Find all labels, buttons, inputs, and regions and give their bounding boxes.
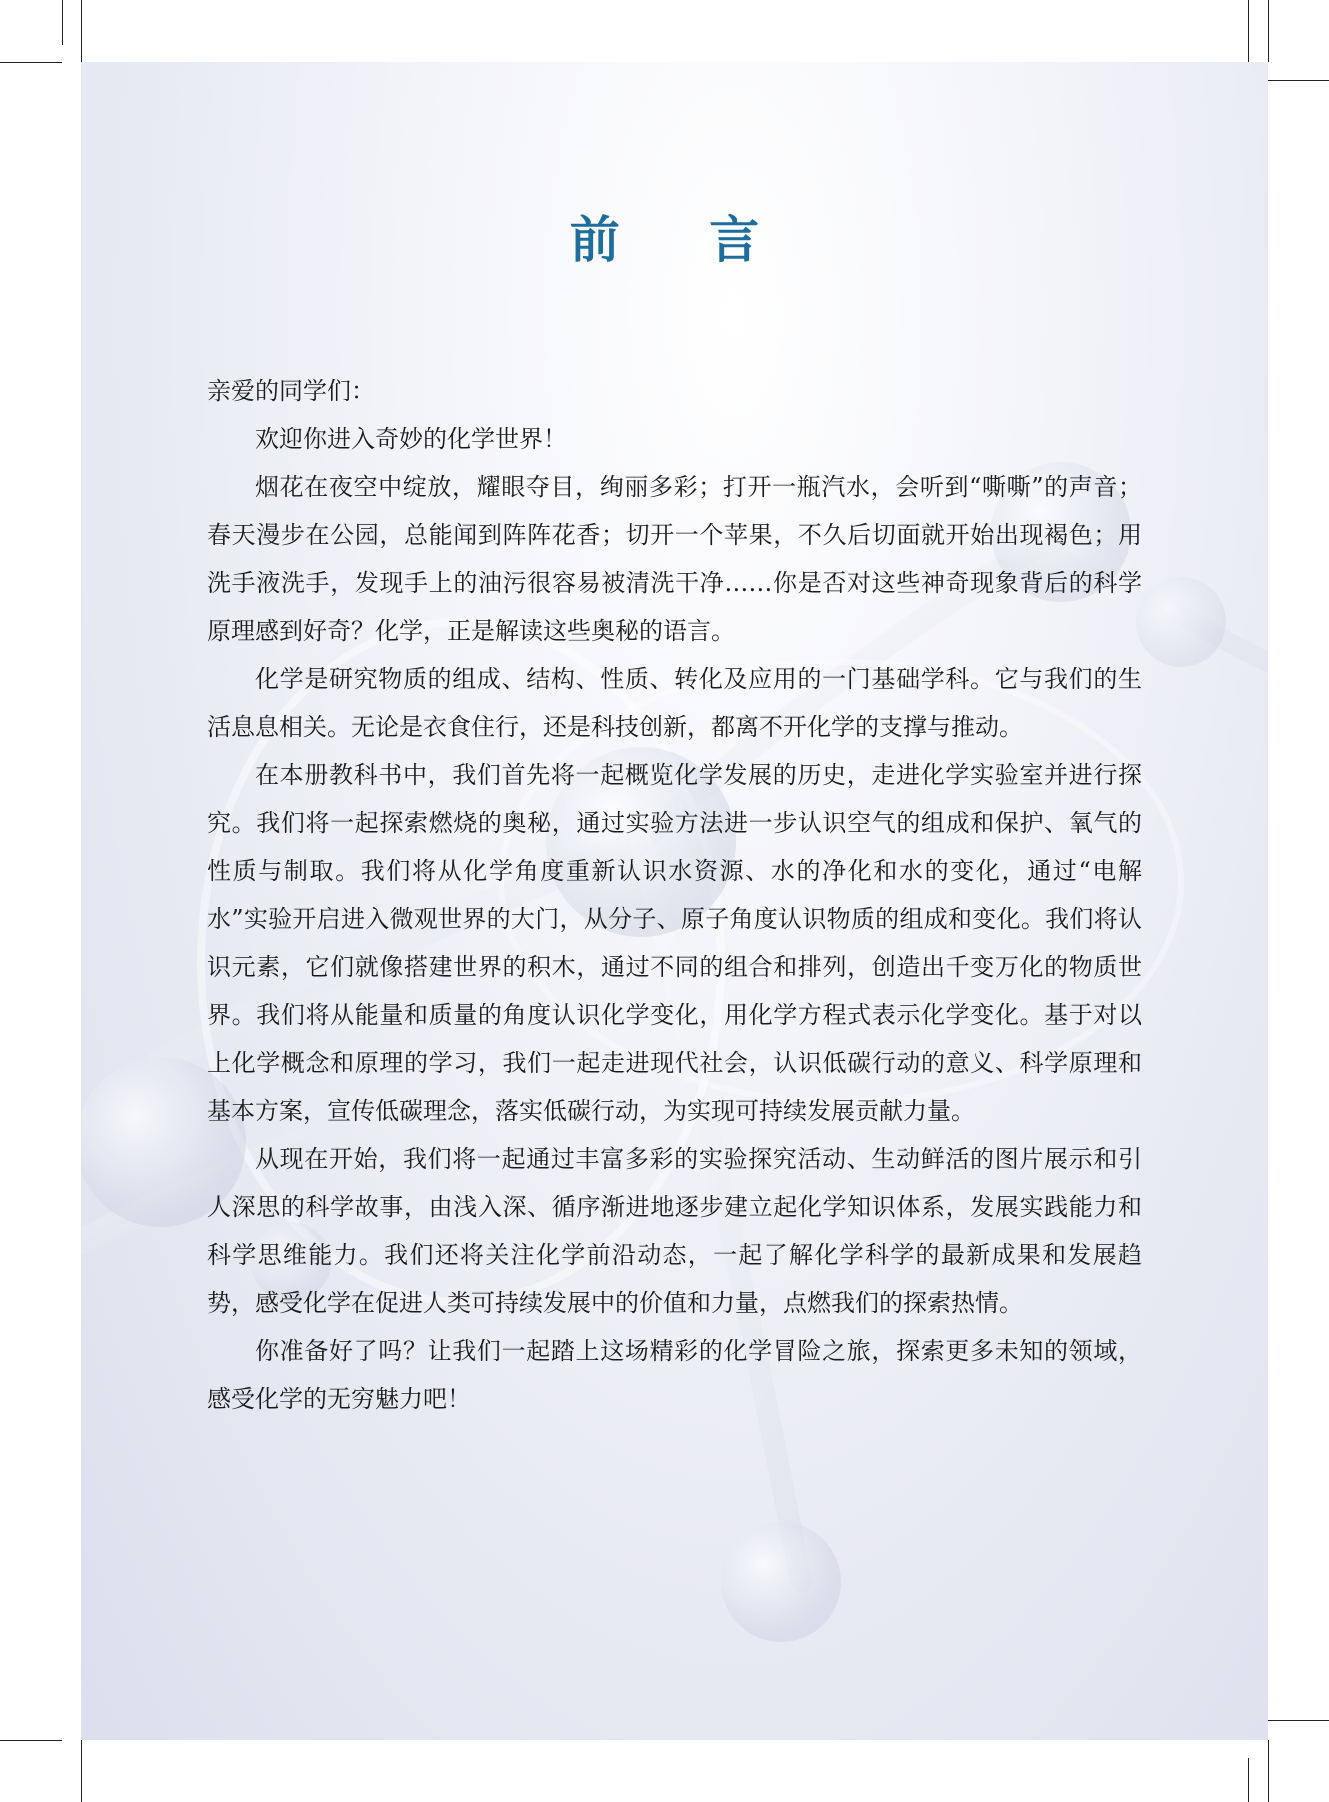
paragraph: 你准备好了吗？让我们一起踏上这场精彩的化学冒险之旅，探索更多未知的领域，感受化学的无穷魅力吧！ [207,1337,1142,1413]
crop-mark-tr-h [1268,80,1329,81]
paragraph: 欢迎你进入奇妙的化学世界！ [255,425,567,453]
crop-mark-br-v [1268,1740,1269,1802]
crop-mark-tr-v2 [1248,0,1249,62]
crop-mark-tr-v [1268,0,1269,62]
crop-mark-bl-v [81,1740,82,1802]
paragraph: 从现在开始，我们将一起通过丰富多彩的实验探究活动、生动鲜活的图片展示和引人深思的科学故事，由浅入深、循序渐进地逐步建立起化学知识体系，发展实践能力和科学思维能力。我们还将关注化学前沿动态，一起了解化学科学的最新成果和发展趋势，感受化学在促进人类可持续发展中的价值和力量，点燃我们的探索热情。 [207,1145,1142,1317]
page-title: 前 言 [569,211,796,269]
crop-mark-tl-v [81,0,82,62]
preface-body [207,367,1142,1423]
paragraph: 烟花在夜空中绽放，耀眼夺目，绚丽多彩；打开一瓶汽水，会听到“嘶嘶”的声音；春天漫步在公园，总能闻到阵阵花香；切开一个苹果，不久后切面就开始出现褐色；用洗手液洗手，发现手上的油污很容易被清洗干净……你是否对这些神奇现象背后的科学原理感到好奇？化学，正是解读这些奥秘的语言。 [207,473,1142,645]
crop-mark-br-v2 [1248,1758,1249,1802]
paragraph: 化学是研究物质的组成、结构、性质、转化及应用的一门基础学科。它与我们的生活息息相关。无论是衣食住行，还是科技创新，都离不开化学的支撑与推动。 [207,665,1142,741]
crop-mark-tl-h [0,62,62,63]
crop-mark-br-h [1268,1720,1329,1721]
crop-mark-tl-v2 [62,0,63,45]
salutation: 亲爱的同学们： [207,377,375,405]
paragraph: 在本册教科书中，我们首先将一起概览化学发展的历史，走进化学实验室并进行探究。我们将一起探索燃烧的奥秘，通过实验方法进一步认识空气的组成和保护、氧气的性质与制取。我们将从化学角度重新认识水资源、水的净化和水的变化，通过“电解水”实验开启进入微观世界的大门，从分子、原子角度认识物质的组成和变化。我们将认识元素，它们就像搭建世界的积木，通过不同的组合和排列，创造出千变万化的物质世界。我们将从能量和质量的角度认识化学变化，用化学方程式表示化学变化。基于对以上化学概念和原理的学习，我们一起走进现代社会，认识低碳行动的意义、科学原理和基本方案，宣传低碳理念，落实低碳行动，为实现可持续发展贡献力量。 [207,761,1142,1125]
crop-mark-bl-h [0,1740,62,1741]
